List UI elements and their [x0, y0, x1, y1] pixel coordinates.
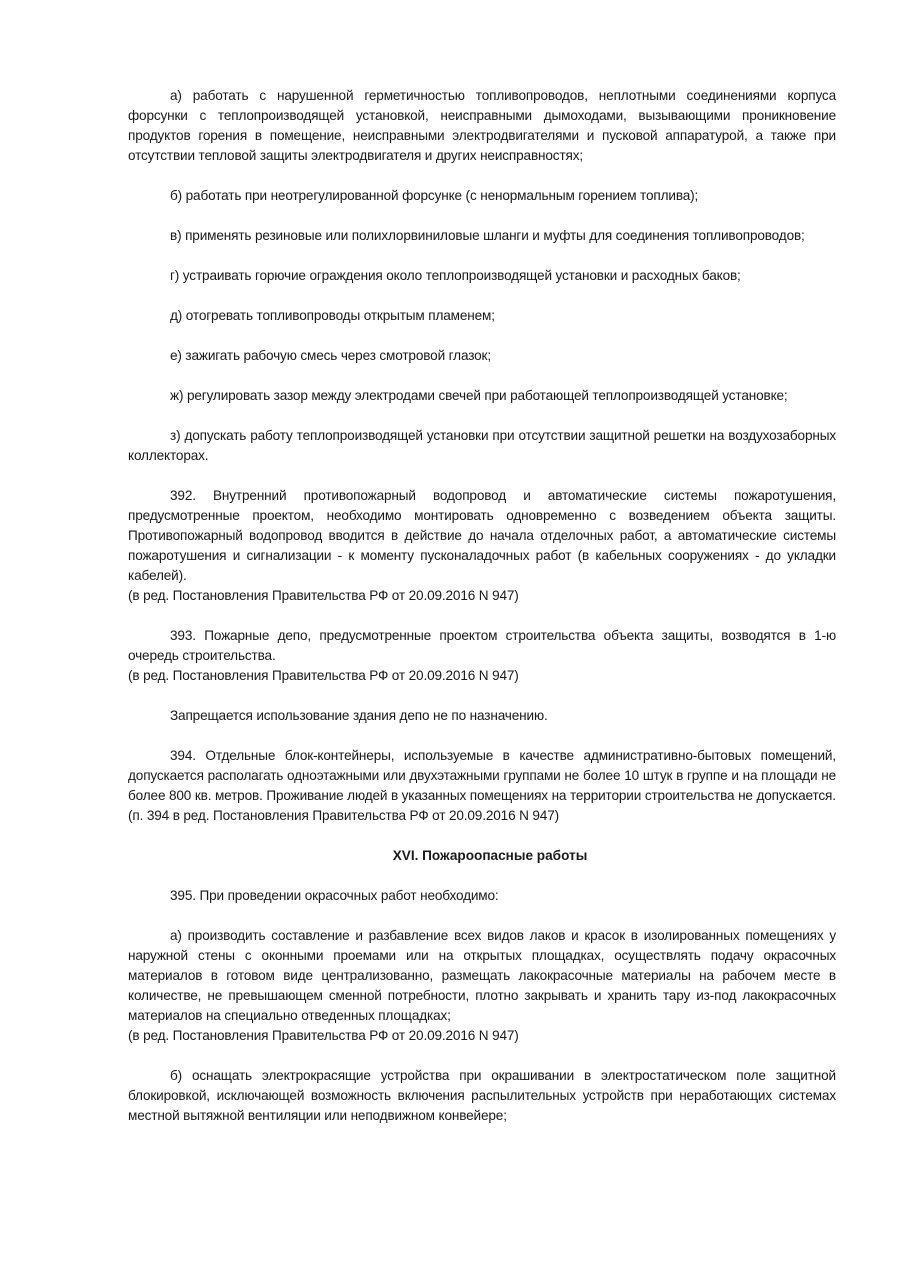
clause-393-amendment-note: (в ред. Постановления Правительства РФ от 20.09.2016 N 947) — [128, 668, 519, 683]
clause-393: 393. Пожарные депо, предусмотренные проектом строительства объекта защиты, возводятся в 1-ю очередь строительства. — [128, 628, 836, 663]
item-v-rubber-hoses: в) применять резиновые или полихлорвиниловые шланги и муфты для соединения топливопроводов; — [170, 228, 805, 243]
clause-392-amendment-note: (в ред. Постановления Правительства РФ от 20.09.2016 N 947) — [128, 588, 519, 603]
item-a-prohibition-fuel-lines: а) работать с нарушенной герметичностью топливопроводов, неплотными соединениями корпуса форсунки с теплопроизводящей установкой, неисправными дымоходами, вызывающими проникновение продуктов горения в помещение, неисправными электродвигателями и пусковой аппаратурой, а также при отсутствии тепловой защиты электродвигателя и других неисправностях; — [128, 88, 836, 163]
spacer — [128, 1046, 836, 1066]
depot-usage-prohibition: Запрещается использование здания депо не по назначению. — [170, 708, 548, 723]
item-g-combustible-fences: г) устраивать горючие ограждения около теплопроизводящей установки и расходных баков; — [170, 268, 741, 283]
spacer — [128, 826, 836, 846]
spacer — [128, 686, 836, 706]
clause-395: 395. При проведении окрасочных работ необходимо: — [170, 888, 499, 903]
clause-395-item-a: а) производить составление и разбавление всех видов лаков и красок в изолированных помещениях у наружной стены с оконными проемами или на открытых площадках, осуществлять подачу окрасочных материалов в готовом виде централизованно, размещать лакокрасочные материалы на рабочем месте в количестве, не превышающем сменной потребности, плотно закрывать и хранить тару из-под лакокрасочных материалов на специально отведенных площадках; — [128, 928, 836, 1023]
document-page — [128, 86, 836, 1126]
spacer — [128, 466, 836, 486]
item-z-protective-grille: з) допускать работу теплопроизводящей установки при отсутствии защитной решетки на воздухозаборных коллекторах. — [128, 428, 836, 463]
spacer — [128, 726, 836, 746]
spacer — [128, 906, 836, 926]
clause-395-item-b: б) оснащать электрокрасящие устройства при окрашивании в электростатическом поле защитной блокировкой, исключающей возможность включения распылительных устройств при неработающих системах местной вытяжной вентиляции или неподвижном конвейере; — [128, 1068, 836, 1123]
clause-392: 392. Внутренний противопожарный водопровод и автоматические системы пожаротушения, предусмотренные проектом, необходимо монтировать одновременно с возведением объекта защиты. Противопожарный водопровод вводится в действие до начала отделочных работ, а автоматические системы пожаротушения и сигнализации - к моменту пусконаладочных работ (в кабельных сооружениях - до укладки кабелей). — [128, 488, 836, 583]
item-d-heating-fuel-lines: д) отогревать топливопроводы открытым пламенем; — [170, 308, 495, 323]
spacer — [128, 326, 836, 346]
item-e-ignition-through-eyehole: е) зажигать рабочую смесь через смотровой глазок; — [170, 348, 491, 363]
section-heading-xvi: XVI. Пожароопасные работы — [392, 848, 588, 863]
clause-394: 394. Отдельные блок-контейнеры, используемые в качестве административно-бытовых помещений, допускается располагать одноэтажными или двухэтажными группами не более 10 штук в группе и на площади не более 800 кв. метров. Проживание людей в указанных помещениях на территории строительства не допускается. — [128, 748, 836, 803]
item-zh-electrode-gap: ж) регулировать зазор между электродами свечей при работающей теплопроизводящей установке; — [170, 388, 788, 403]
spacer — [128, 866, 836, 886]
spacer — [128, 606, 836, 626]
spacer — [128, 166, 836, 186]
spacer — [128, 246, 836, 266]
item-b-unadjusted-burner: б) работать при неотрегулированной форсунке (с ненормальным горением топлива); — [170, 188, 699, 203]
clause-394-amendment-note: (п. 394 в ред. Постановления Правительства РФ от 20.09.2016 N 947) — [128, 808, 560, 823]
spacer — [128, 406, 836, 426]
clause-395-item-a-amendment-note: (в ред. Постановления Правительства РФ от 20.09.2016 N 947) — [128, 1028, 519, 1043]
spacer — [128, 286, 836, 306]
spacer — [128, 366, 836, 386]
spacer — [128, 206, 836, 226]
